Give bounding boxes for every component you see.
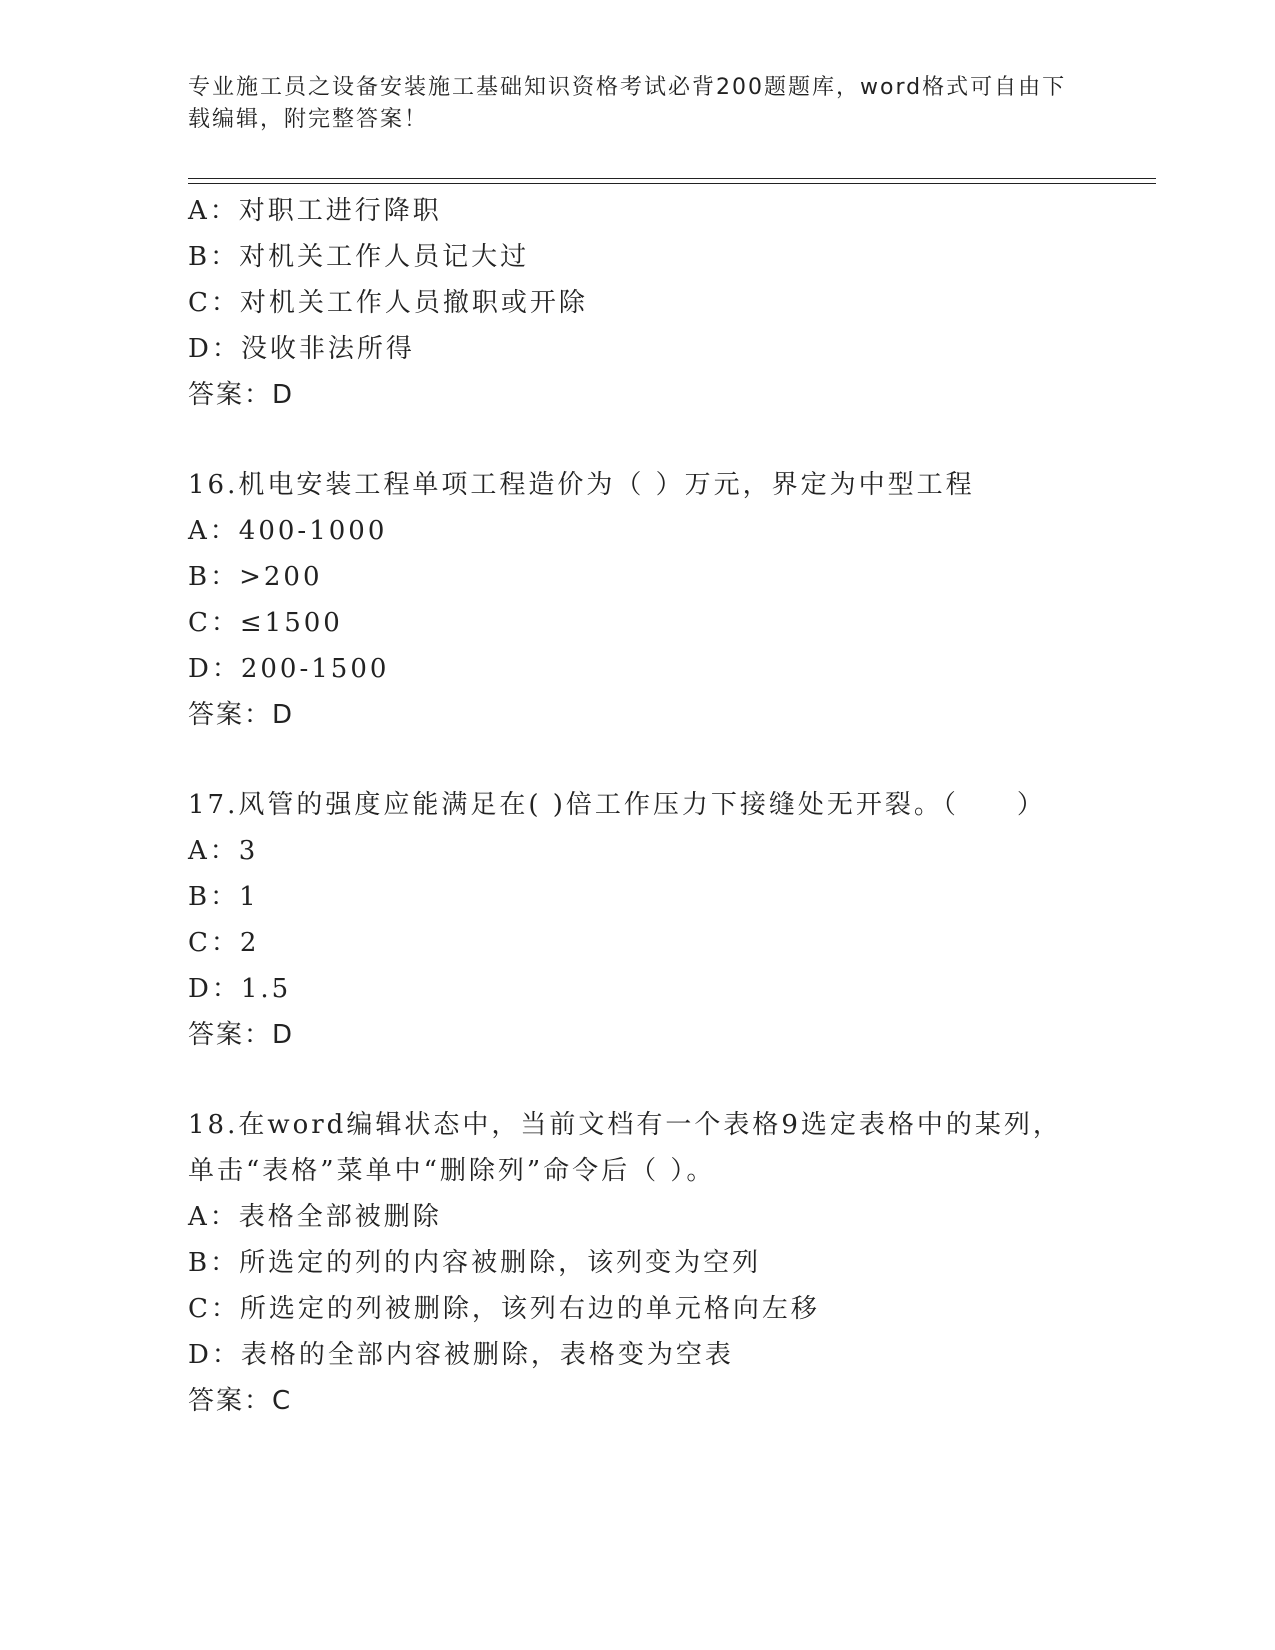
question-17	[188, 782, 1148, 1058]
question-text: 16.机电安装工程单项工程造价为（ ）万元，界定为中型工程	[188, 470, 975, 500]
option-b: B：>200	[188, 562, 323, 592]
option-a: A：400-1000	[188, 516, 388, 546]
option-d: D：表格的全部内容被删除，表格变为空表	[188, 1340, 734, 1370]
question-list	[188, 188, 1148, 1424]
option-a: A：表格全部被删除	[188, 1202, 442, 1232]
title-divider-bottom	[188, 183, 1156, 184]
answer: 答案：D	[188, 700, 295, 730]
title-divider-top	[188, 178, 1156, 179]
option-d: D：1.5	[188, 974, 292, 1004]
question-15	[188, 188, 1148, 418]
question-text: 17.风管的强度应能满足在( )倍工作压力下接缝处无开裂。（ ）	[188, 790, 1046, 820]
option-b: B：所选定的列的内容被删除，该列变为空列	[188, 1248, 762, 1278]
document-title: 专业施工员之设备安装施工基础知识资格考试必背200题题库，word格式可自由下载编辑，附完整答案！	[188, 75, 1067, 132]
option-c: C：2	[188, 928, 260, 958]
option-b: B：对机关工作人员记大过	[188, 242, 530, 272]
option-d: D：200-1500	[188, 654, 390, 684]
option-c: C：≤1500	[188, 608, 343, 638]
option-b: B：1	[188, 882, 259, 912]
option-d: D：没收非法所得	[188, 334, 415, 364]
answer: 答案：D	[188, 380, 295, 410]
question-16	[188, 462, 1148, 738]
option-a: A：对职工进行降职	[188, 196, 442, 226]
question-text-line-1: 18.在word编辑状态中，当前文档有一个表格9选定表格中的某列，	[188, 1110, 1062, 1140]
question-18	[188, 1102, 1148, 1424]
question-text-line-2: 单击“表格”菜单中“删除列”命令后（ ）。	[188, 1156, 716, 1186]
answer: 答案：C	[188, 1386, 293, 1416]
option-c: C：对机关工作人员撤职或开除	[188, 288, 588, 318]
option-a: A：3	[188, 836, 259, 866]
option-c: C：所选定的列被删除，该列右边的单元格向左移	[188, 1294, 820, 1324]
answer: 答案：D	[188, 1020, 295, 1050]
